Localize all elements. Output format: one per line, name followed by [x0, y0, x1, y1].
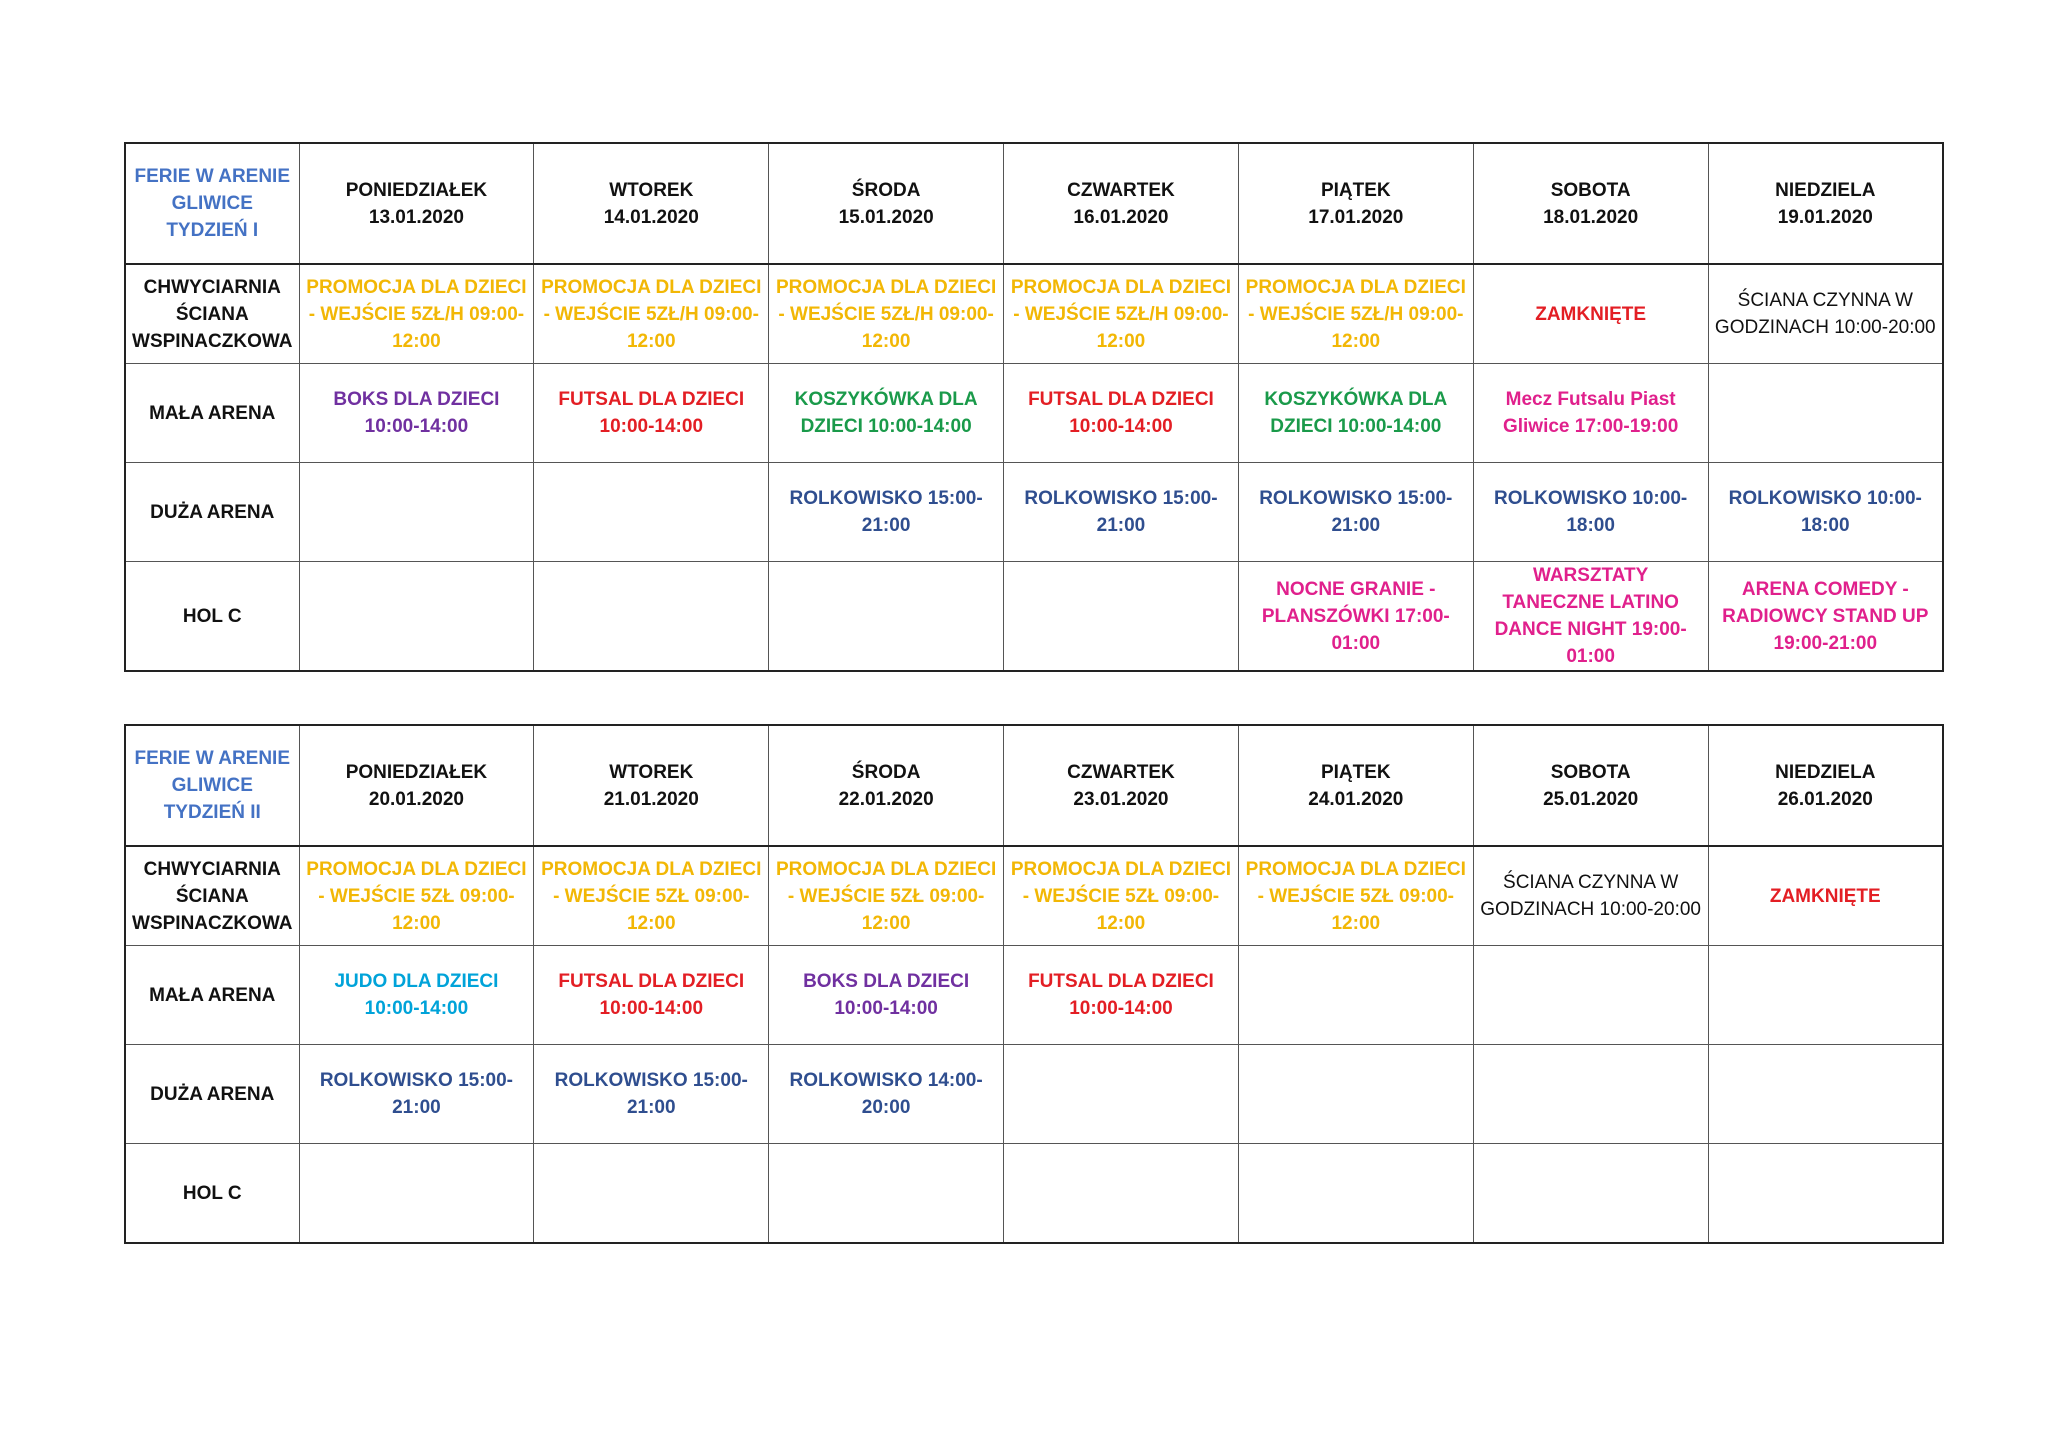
event-cell: [1004, 562, 1239, 672]
event-cell: ZAMKNIĘTE: [1708, 846, 1943, 946]
event-cell: BOKS DLA DZIECI 10:00-14:00: [769, 946, 1004, 1045]
event-cell: ROLKOWISKO 15:00-21:00: [534, 1045, 769, 1144]
event-cell: ROLKOWISKO 15:00-21:00: [299, 1045, 534, 1144]
event-cell: [1708, 364, 1943, 463]
event-cell: PROMOCJA DLA DZIECI - WEJŚCIE 5ZŁ/H 09:00-12:00: [1238, 264, 1473, 364]
event-cell: [1238, 1045, 1473, 1144]
event-cell: PROMOCJA DLA DZIECI - WEJŚCIE 5ZŁ 09:00-12:00: [1004, 846, 1239, 946]
row-hall-c: [125, 562, 1943, 672]
row-label: MAŁA ARENA: [125, 364, 299, 463]
event-cell: ROLKOWISKO 10:00-18:00: [1473, 463, 1708, 562]
event-cell: PROMOCJA DLA DZIECI - WEJŚCIE 5ZŁ 09:00-12:00: [299, 846, 534, 946]
row-label: HOL C: [125, 1144, 299, 1244]
event-cell: FUTSAL DLA DZIECI 10:00-14:00: [1004, 364, 1239, 463]
day-header-friday: PIĄTEK 17.01.2020: [1238, 143, 1473, 264]
event-cell: [1238, 1144, 1473, 1244]
event-cell: WARSZTATY TANECZNE LATINO DANCE NIGHT 19:00-01:00: [1473, 562, 1708, 672]
header-row: [125, 143, 1943, 264]
event-cell: ROLKOWISKO 14:00-20:00: [769, 1045, 1004, 1144]
event-cell: [299, 1144, 534, 1244]
event-cell: PROMOCJA DLA DZIECI - WEJŚCIE 5ZŁ/H 09:00-12:00: [534, 264, 769, 364]
day-header-wednesday: ŚRODA 15.01.2020: [769, 143, 1004, 264]
event-cell: [1473, 946, 1708, 1045]
day-header-wednesday: ŚRODA 22.01.2020: [769, 725, 1004, 846]
event-cell: [1473, 1144, 1708, 1244]
row-climbing-wall: [125, 846, 1943, 946]
event-cell: ROLKOWISKO 15:00-21:00: [769, 463, 1004, 562]
event-cell: ARENA COMEDY - RADIOWCY STAND UP 19:00-21:00: [1708, 562, 1943, 672]
day-header-friday: PIĄTEK 24.01.2020: [1238, 725, 1473, 846]
event-cell: [1708, 1045, 1943, 1144]
day-header-monday: PONIEDZIAŁEK 13.01.2020: [299, 143, 534, 264]
row-hall-c: [125, 1144, 1943, 1244]
event-cell: FUTSAL DLA DZIECI 10:00-14:00: [534, 946, 769, 1045]
event-cell: ROLKOWISKO 10:00-18:00: [1708, 463, 1943, 562]
day-header-thursday: CZWARTEK 23.01.2020: [1004, 725, 1239, 846]
event-cell: NOCNE GRANIE - PLANSZÓWKI 17:00-01:00: [1238, 562, 1473, 672]
header-row: [125, 725, 1943, 846]
day-header-sunday: NIEDZIELA 26.01.2020: [1708, 725, 1943, 846]
day-header-saturday: SOBOTA 18.01.2020: [1473, 143, 1708, 264]
event-cell: Mecz Futsalu Piast Gliwice 17:00-19:00: [1473, 364, 1708, 463]
event-cell: FUTSAL DLA DZIECI 10:00-14:00: [534, 364, 769, 463]
event-cell: ŚCIANA CZYNNA W GODZINACH 10:00-20:00: [1473, 846, 1708, 946]
event-cell: PROMOCJA DLA DZIECI - WEJŚCIE 5ZŁ 09:00-12:00: [769, 846, 1004, 946]
event-cell: PROMOCJA DLA DZIECI - WEJŚCIE 5ZŁ/H 09:00-12:00: [769, 264, 1004, 364]
row-climbing-wall: [125, 264, 1943, 364]
day-header-thursday: CZWARTEK 16.01.2020: [1004, 143, 1239, 264]
event-cell: [1238, 946, 1473, 1045]
row-big-arena: [125, 463, 1943, 562]
week-title: FERIE W ARENIE GLIWICE TYDZIEŃ I: [125, 143, 299, 264]
event-cell: PROMOCJA DLA DZIECI - WEJŚCIE 5ZŁ/H 09:00-12:00: [1004, 264, 1239, 364]
event-cell: BOKS DLA DZIECI 10:00-14:00: [299, 364, 534, 463]
row-small-arena: [125, 364, 1943, 463]
event-cell: PROMOCJA DLA DZIECI - WEJŚCIE 5ZŁ/H 09:00-12:00: [299, 264, 534, 364]
event-cell: ZAMKNIĘTE: [1473, 264, 1708, 364]
row-small-arena: [125, 946, 1943, 1045]
event-cell: ŚCIANA CZYNNA W GODZINACH 10:00-20:00: [1708, 264, 1943, 364]
event-cell: [769, 1144, 1004, 1244]
event-cell: JUDO DLA DZIECI 10:00-14:00: [299, 946, 534, 1045]
day-header-sunday: NIEDZIELA 19.01.2020: [1708, 143, 1943, 264]
schedule-table-week-1: [124, 142, 1944, 672]
event-cell: [299, 562, 534, 672]
event-cell: PROMOCJA DLA DZIECI - WEJŚCIE 5ZŁ 09:00-12:00: [534, 846, 769, 946]
row-label: HOL C: [125, 562, 299, 672]
row-label: MAŁA ARENA: [125, 946, 299, 1045]
event-cell: FUTSAL DLA DZIECI 10:00-14:00: [1004, 946, 1239, 1045]
event-cell: [299, 463, 534, 562]
row-label: CHWYCIARNIA ŚCIANA WSPINACZKOWA: [125, 264, 299, 364]
event-cell: PROMOCJA DLA DZIECI - WEJŚCIE 5ZŁ 09:00-12:00: [1238, 846, 1473, 946]
event-cell: KOSZYKÓWKA DLA DZIECI 10:00-14:00: [769, 364, 1004, 463]
event-cell: [1473, 1045, 1708, 1144]
event-cell: [769, 562, 1004, 672]
event-cell: [534, 463, 769, 562]
event-cell: KOSZYKÓWKA DLA DZIECI 10:00-14:00: [1238, 364, 1473, 463]
event-cell: [1004, 1045, 1239, 1144]
row-big-arena: [125, 1045, 1943, 1144]
schedule-table-week-2: [124, 724, 1944, 1244]
day-header-tuesday: WTOREK 21.01.2020: [534, 725, 769, 846]
event-cell: [1708, 946, 1943, 1045]
event-cell: [1708, 1144, 1943, 1244]
day-header-saturday: SOBOTA 25.01.2020: [1473, 725, 1708, 846]
event-cell: [534, 562, 769, 672]
week-title: FERIE W ARENIE GLIWICE TYDZIEŃ II: [125, 725, 299, 846]
event-cell: ROLKOWISKO 15:00-21:00: [1238, 463, 1473, 562]
row-label: DUŻA ARENA: [125, 1045, 299, 1144]
event-cell: [1004, 1144, 1239, 1244]
day-header-tuesday: WTOREK 14.01.2020: [534, 143, 769, 264]
event-cell: ROLKOWISKO 15:00-21:00: [1004, 463, 1239, 562]
event-cell: [534, 1144, 769, 1244]
row-label: DUŻA ARENA: [125, 463, 299, 562]
day-header-monday: PONIEDZIAŁEK 20.01.2020: [299, 725, 534, 846]
row-label: CHWYCIARNIA ŚCIANA WSPINACZKOWA: [125, 846, 299, 946]
